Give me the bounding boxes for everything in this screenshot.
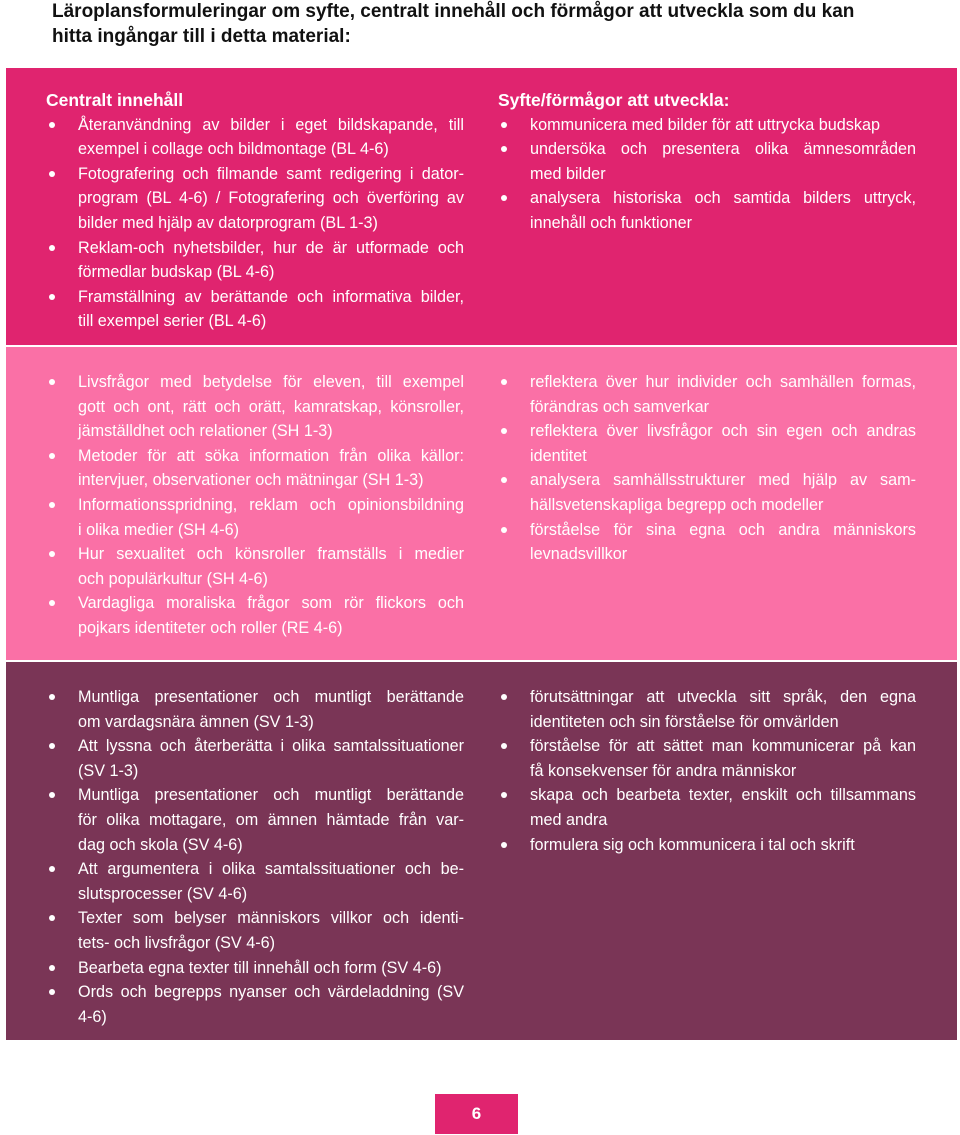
list-item xyxy=(46,956,464,981)
list-item-line: förändras och samverkar xyxy=(530,397,710,416)
list-item xyxy=(498,137,916,186)
col-centralt-innehall xyxy=(46,88,464,334)
list-item-line: dag och skola (SV 4-6) xyxy=(78,835,243,854)
list-item xyxy=(46,236,464,285)
col-syfte-formagor xyxy=(498,88,916,236)
list-item-line: Reklam-och nyhetsbilder, hur de är utformade och xyxy=(78,238,464,257)
list-item-line: gott och ont, rätt och orätt, kamratskap, könsroller, xyxy=(78,397,464,416)
list-item xyxy=(498,186,916,235)
list-item-line: (SV 1-3) xyxy=(78,761,139,780)
list-item-line: undersöka och presentera olika ämnesområden xyxy=(530,140,916,159)
list-item-line: i olika medier (SH 4-6) xyxy=(78,520,240,539)
section-samhalle-religion xyxy=(6,347,957,660)
list-item-line: med andra xyxy=(530,810,608,829)
list-item xyxy=(498,518,916,567)
list-item-line: Ords och begrepps nyanser och värdeladdning (SV xyxy=(78,983,464,1002)
list-item-line: program (BL 4-6) / Fotografering och överföring av xyxy=(78,189,464,208)
list-item-line: Att lyssna och återberätta i olika samtalssituationer xyxy=(78,737,464,756)
list-item xyxy=(498,783,916,832)
list-item-line: reflektera över livsfrågor och sin egen och andras xyxy=(530,422,916,441)
list-item xyxy=(46,113,464,162)
list-item-line: 4-6) xyxy=(78,1007,107,1026)
intro-line: Läroplansformuleringar om syfte, centralt innehåll och förmågor att utveckla som du kan xyxy=(52,1,855,22)
list-item xyxy=(46,980,464,1029)
list-item-line: förutsättningar att utveckla sitt språk, den egna xyxy=(530,688,916,706)
list-item-line: tets- och livsfrågor (SV 4-6) xyxy=(78,933,276,952)
list-item-line: Fotografering och filmande samt redigering i dator- xyxy=(78,164,464,183)
list-item xyxy=(46,493,464,542)
list-item-line: Muntliga presentationer och muntligt berättande xyxy=(78,688,464,706)
list-item-line: Muntliga presentationer och muntligt berättande xyxy=(78,786,464,805)
list-item-line: till exempel serier (BL 4-6) xyxy=(78,312,267,331)
list-item xyxy=(498,833,916,858)
bullet-list xyxy=(46,370,464,641)
list-item-line: jämställdhet och relationer (SH 1-3) xyxy=(78,422,333,441)
col-syfte-formagor xyxy=(498,685,916,857)
list-item xyxy=(46,857,464,906)
bullet-list xyxy=(46,685,464,1029)
list-item-line: förmedlar budskap (BL 4-6) xyxy=(78,263,275,282)
list-item xyxy=(498,419,916,468)
col-syfte-formagor xyxy=(498,370,916,567)
list-item-line: för olika mottagare, om ämnen hämtade från var- xyxy=(78,810,464,829)
list-item-line: intervjuer, observationer och mätningar (SH 1-3) xyxy=(78,471,424,490)
list-item-line: få konsekvenser för andra människor xyxy=(530,761,797,780)
col-centralt-innehall xyxy=(46,685,464,1029)
list-item-line: kommunicera med bilder för att uttrycka budskap xyxy=(530,115,880,134)
list-item-line: förståelse för att sättet man kommunicerar på kan xyxy=(530,737,916,756)
list-item-line: identitet xyxy=(530,446,587,465)
bullet-list xyxy=(498,370,916,567)
list-item-line: Framställning av berättande och informativa bilder, xyxy=(78,287,464,306)
list-item-line: och populärkultur (SH 4-6) xyxy=(78,569,268,588)
list-item xyxy=(498,685,916,734)
list-item-line: Metoder för att söka information från olika källor: xyxy=(78,446,464,465)
col-centralt-innehall xyxy=(46,370,464,641)
list-item xyxy=(46,591,464,640)
list-item-line: om vardagsnära ämnen (SV 1-3) xyxy=(78,712,314,731)
list-item xyxy=(46,906,464,955)
list-item-line: skapa och bearbeta texter, enskilt och tillsammans xyxy=(530,786,916,805)
list-item xyxy=(46,685,464,734)
list-item-line: innehåll och funktioner xyxy=(530,213,692,232)
bullet-list xyxy=(46,113,464,334)
list-item-line: exempel i collage och bildmontage (BL 4-6) xyxy=(78,140,389,159)
list-item-line: bilder med hjälp av datorprogram (BL 1-3) xyxy=(78,213,378,232)
list-item-line: Att argumentera i olika samtalssituationer och be- xyxy=(78,860,464,879)
list-item xyxy=(46,444,464,493)
list-item xyxy=(498,734,916,783)
list-item-line: pojkars identiteter och roller (RE 4-6) xyxy=(78,618,343,637)
list-item-line: levnadsvillkor xyxy=(530,545,628,564)
page-number: 6 xyxy=(435,1094,518,1134)
list-item-line: reflektera över hur individer och samhällen formas, xyxy=(530,373,916,391)
list-item xyxy=(46,783,464,857)
list-item-line: Bearbeta egna texter till innehåll och form (SV 4-6) xyxy=(78,958,442,977)
list-item xyxy=(498,468,916,517)
list-item-line: analysera samhällsstrukturer med hjälp av sam- xyxy=(530,471,916,490)
heading-centralt-innehall: Centralt innehåll xyxy=(46,90,184,110)
list-item xyxy=(46,542,464,591)
list-item-line: slutsprocesser (SV 4-6) xyxy=(78,884,248,903)
list-item-line: med bilder xyxy=(530,164,606,183)
list-item-line: Livsfrågor med betydelse för eleven, till exempel xyxy=(78,373,464,391)
list-item-line: hällsvetenskapliga begrepp och modeller xyxy=(530,495,824,514)
list-item-line: Texter som belyser människors villkor och identi- xyxy=(78,909,464,928)
intro-line: hitta ingångar till i detta material: xyxy=(52,25,351,47)
section-svenska xyxy=(6,662,957,1040)
bullet-list xyxy=(498,113,916,236)
list-item-line: Vardagliga moraliska frågor som rör flickors och xyxy=(78,594,464,613)
list-item xyxy=(46,370,464,444)
section-bild xyxy=(6,68,957,345)
list-item-line: identiteten och sin förståelse för omvärlden xyxy=(530,712,839,731)
list-item-line: förståelse för sina egna och andra människors xyxy=(530,520,916,539)
list-item-line: Informationsspridning, reklam och opinionsbildning xyxy=(78,495,464,514)
intro-heading xyxy=(52,0,932,49)
bullet-list xyxy=(498,685,916,857)
list-item-line: formulera sig och kommunicera i tal och skrift xyxy=(530,835,855,854)
list-item xyxy=(46,734,464,783)
list-item xyxy=(46,162,464,236)
list-item-line: Återanvändning av bilder i eget bildskapande, till xyxy=(78,115,464,134)
heading-syfte-formagor: Syfte/förmågor att utveckla: xyxy=(498,90,730,110)
list-item xyxy=(46,285,464,334)
list-item xyxy=(498,113,916,138)
list-item xyxy=(498,370,916,419)
list-item-line: analysera historiska och samtida bilders uttryck, xyxy=(530,189,916,208)
list-item-line: Hur sexualitet och könsroller framställs i medier xyxy=(78,545,464,564)
